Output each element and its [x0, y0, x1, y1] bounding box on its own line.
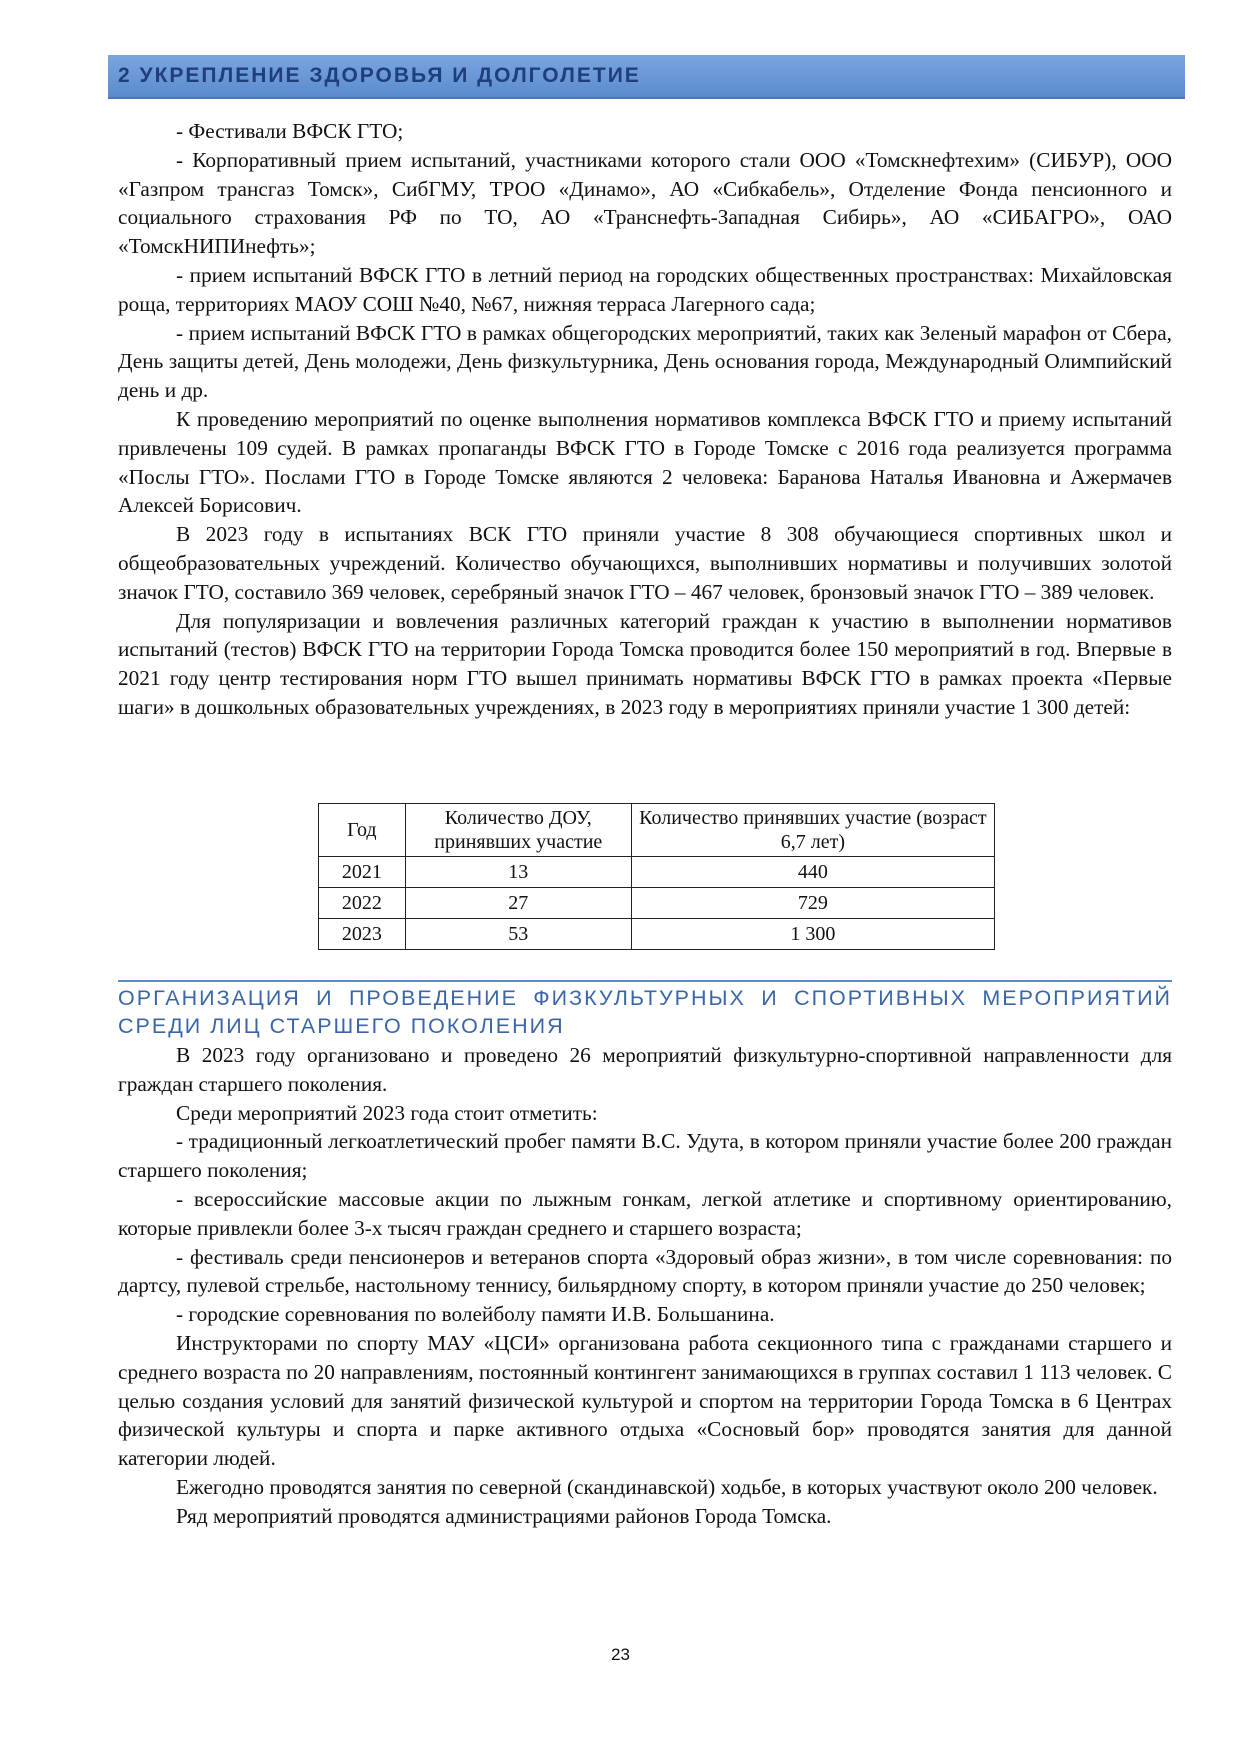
- paragraph-festival: - фестиваль среди пенсионеров и ветеранов спорта «Здоровый образ жизни», в том числе соревнования: по дартсу, пулевой стрельбе, настольному теннису, бильярдному спорту, в котором приняли участие до 250 человек;: [118, 1244, 1172, 1298]
- paragraph-city-events: - прием испытаний ВФСК ГТО в рамках общегородских мероприятий, таких как Зеленый марафон от Сбера, День защиты детей, День молодежи, День физкультурника, День основания города, Международный Олимпийский день и др.: [118, 320, 1172, 403]
- table-row: [319, 888, 995, 919]
- table-row: [319, 857, 995, 888]
- paragraph-judges: К проведению мероприятий по оценке выполнения нормативов комплекса ВФСК ГТО и приему испытаний привлечены 109 судей. В рамках пропаганды ВФСК ГТО в Городе Томске с 2016 года реализуется программа «Послы ГТО». Послами ГТО в Городе Томске являются 2 человека: Баранова Наталья Ивановна и Ажермачев Алексей Борисович.: [118, 406, 1172, 518]
- cell-participants: 729: [631, 888, 994, 919]
- table-header-row: [319, 804, 995, 857]
- preschool-table: [318, 803, 995, 950]
- cell-year: 2023: [319, 919, 406, 950]
- paragraph-mass-actions: - всероссийские массовые акции по лыжным гонкам, легкой атлетике и спортивному ориентированию, которые привлекли более 3-х тысяч граждан среднего и старшего возраста;: [118, 1186, 1172, 1240]
- section-title: 2 УКРЕПЛЕНИЕ ЗДОРОВЬЯ И ДОЛГОЛЕТИЕ: [118, 64, 641, 87]
- paragraph-corporate: - Корпоративный прием испытаний, участниками которого стали ООО «Томскнефтехим» (СИБУР), ООО «Газпром трансгаз Томск», СибГМУ, ТРОО «Динамо», АО «Сибкабель», Отделение Фонда пенсионного и социального страхования РФ по ТО, АО «Транснефть-Западная Сибирь», АО «СИБАГРО», ОАО «ТомскНИПИнефть»;: [118, 147, 1172, 259]
- cell-participants: 1 300: [631, 919, 994, 950]
- paragraph-nordic-walking: Ежегодно проводятся занятия по северной (скандинавской) ходьбе, в которых участвуют около 200 человек.: [176, 1474, 1158, 1499]
- cell-dou: 13: [405, 857, 631, 888]
- paragraph-summer: - прием испытаний ВФСК ГТО в летний период на городских общественных пространствах: Михайловская роща, территориях МАОУ СОШ №40, №67, нижняя терраса Лагерного сада;: [118, 262, 1172, 316]
- subsection-title: ОРГАНИЗАЦИЯ И ПРОВЕДЕНИЕ ФИЗКУЛЬТУРНЫХ И СПОРТИВНЫХ МЕРОПРИЯТИЙ СРЕДИ ЛИЦ СТАРШЕГО ПОКОЛЕНИЯ: [118, 986, 1172, 1038]
- gto-text-block: [118, 117, 1172, 722]
- cell-dou: 53: [405, 919, 631, 950]
- paragraph-volleyball: - городские соревнования по волейболу памяти И.В. Большанина.: [176, 1302, 775, 1327]
- header-year: Год: [319, 804, 406, 857]
- paragraph-run: - традиционный легкоатлетический пробег памяти В.С. Удута, в котором приняли участие более 200 граждан старшего поколения;: [118, 1129, 1172, 1183]
- paragraph-festivals: - Фестивали ВФСК ГТО;: [176, 119, 404, 143]
- subsection-divider: [118, 980, 1172, 982]
- cell-year: 2022: [319, 888, 406, 919]
- paragraph-senior-events: В 2023 году организовано и проведено 26 мероприятий физкультурно-спортивной направленности для граждан старшего поколения.: [118, 1043, 1172, 1096]
- senior-text-block: [118, 1041, 1172, 1531]
- paragraph-students: В 2023 году в испытаниях ВСК ГТО приняли участие 8 308 обучающиеся спортивных школ и общеобразовательных учреждений. Количество обучающихся, выполнивших нормативы и получивших золотой значок ГТО, составило 369 человек, серебряный значок ГТО – 467 человек, бронзовый значок ГТО – 389 человек.: [118, 522, 1172, 604]
- header-dou-count: Количество ДОУ, принявших участие: [405, 804, 631, 857]
- paragraph-districts: Ряд мероприятий проводятся администрациями районов Города Томска.: [176, 1503, 832, 1528]
- paragraph-instructors: Инструкторами по спорту МАУ «ЦСИ» организована работа секционного типа с гражданами старшего и среднего возраста по 20 направлениям, постоянный контингент занимающихся в группах составил 1 113 человек. С целью создания условий для занятий физической культурой и спортом на территории Города Томска в 6 Центрах физической культуры и спорта и парке активного отдыха «Сосновый бор» проводятся занятия для данной категории людей.: [118, 1330, 1172, 1471]
- page-number: 23: [611, 1645, 630, 1664]
- header-participants: Количество принявших участие (возраст 6,7 лет): [631, 804, 994, 857]
- section-header-bar: [108, 55, 1185, 99]
- cell-dou: 27: [405, 888, 631, 919]
- table-row: [319, 919, 995, 950]
- paragraph-preschool: Для популяризации и вовлечения различных категорий граждан к участию в выполнении нормативов испытаний (тестов) ВФСК ГТО на территории Города Томска проводится более 150 мероприятий в год. Впервые в 2021 году центр тестирования норм ГТО вышел принимать нормативы ВФСК ГТО в рамках проекта «Первые шаги» в дошкольных образовательных учреждениях, в 2023 году в мероприятиях приняли участие 1 300 детей:: [118, 608, 1172, 719]
- cell-participants: 440: [631, 857, 994, 888]
- cell-year: 2021: [319, 857, 406, 888]
- paragraph-notable: Среди мероприятий 2023 года стоит отметить:: [176, 1100, 598, 1125]
